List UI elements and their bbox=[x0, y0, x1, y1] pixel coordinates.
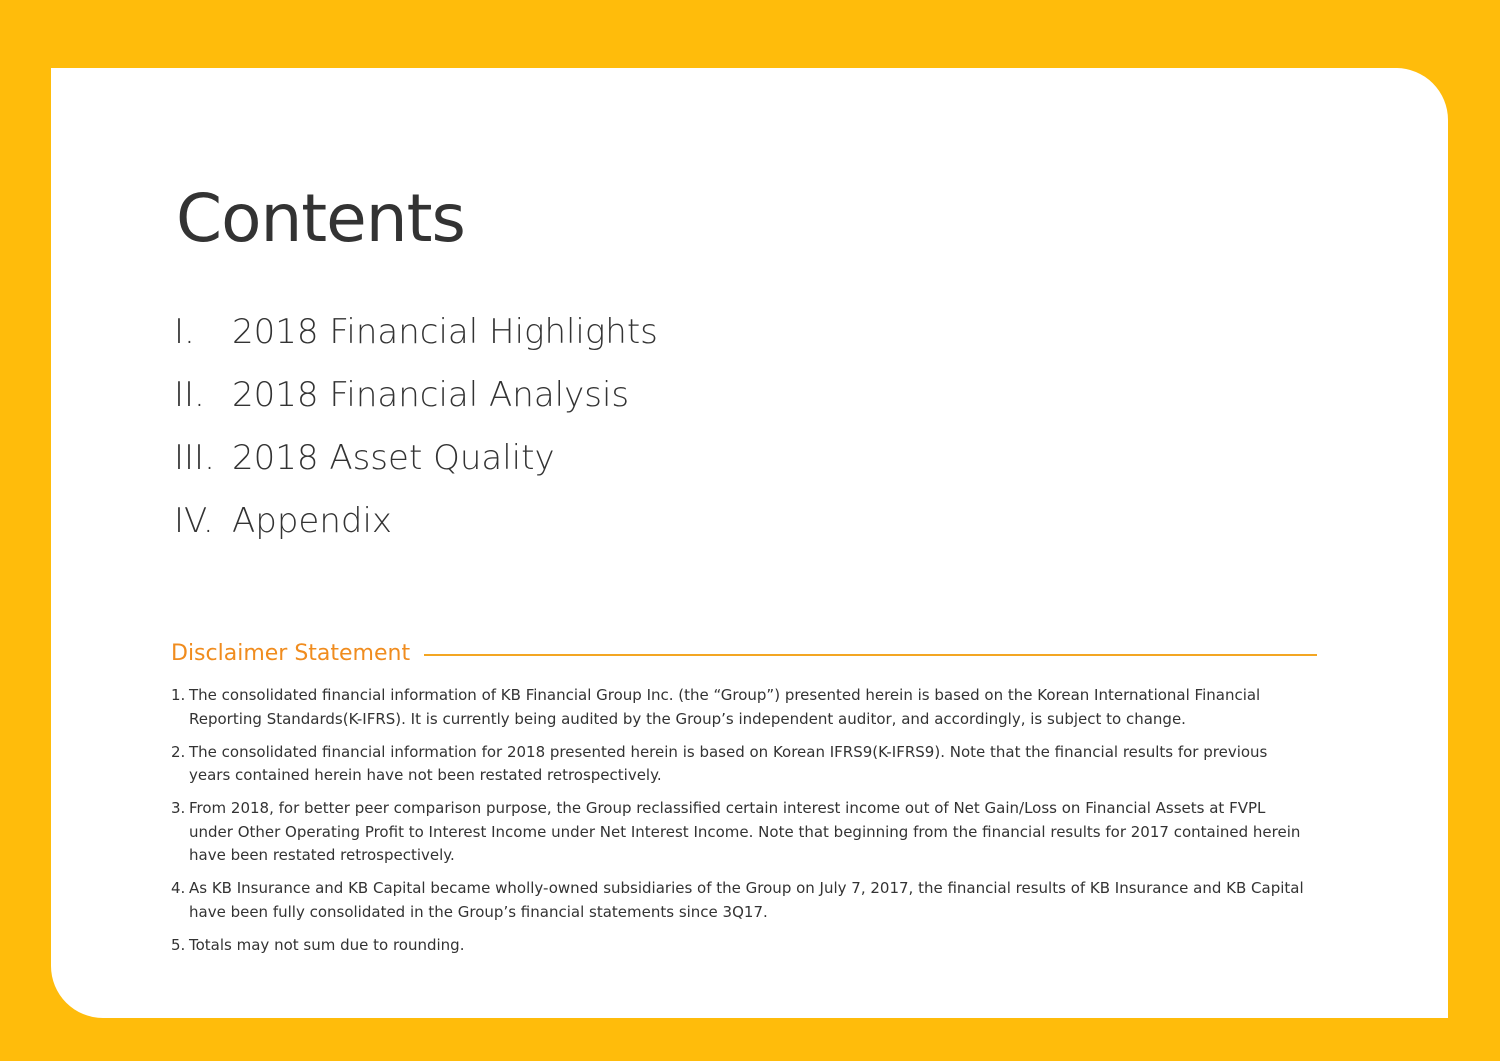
toc-item-number: II. bbox=[174, 375, 205, 415]
note-text: As KB Insurance and KB Capital became wholly-owned subsidiaries of the Group on July 7, 2017, the financial results of KB Insurance and KB Capital have been fully consolidated in the Group’s financial statements since 3Q17. bbox=[189, 879, 1304, 921]
disclaimer-note bbox=[171, 741, 1311, 788]
toc-item[interactable] bbox=[174, 375, 658, 438]
disclaimer-divider bbox=[424, 654, 1317, 656]
disclaimer-notes bbox=[171, 684, 1311, 967]
disclaimer-note bbox=[171, 877, 1311, 924]
disclaimer-title: Disclaimer Statement bbox=[171, 641, 411, 666]
note-text: The consolidated financial information of KB Financial Group Inc. (the “Group”) presented herein is based on the Korean International Financial Reporting Standards(K-IFRS). It is currently being audited by the Group’s independent auditor, and accordingly, is subject to change. bbox=[189, 686, 1261, 728]
disclaimer-note bbox=[171, 934, 1311, 958]
table-of-contents bbox=[174, 312, 658, 564]
disclaimer-note bbox=[171, 684, 1311, 731]
disclaimer-header bbox=[171, 641, 1317, 666]
note-text: Totals may not sum due to rounding. bbox=[189, 935, 465, 954]
page-title: Contents bbox=[176, 180, 465, 257]
note-number: 2. bbox=[171, 742, 186, 761]
toc-item[interactable] bbox=[174, 312, 658, 375]
note-text: From 2018, for better peer comparison purpose, the Group reclassified certain interest income out of Net Gain/Loss on Financial Assets at FVPL under Other Operating Profit to Interest Income under Net Interest Income. Note that beginning from the financial results for 2017 contained herein have been restated retrospectively. bbox=[189, 799, 1301, 864]
toc-item-label: Appendix bbox=[232, 501, 393, 541]
content-card bbox=[51, 68, 1448, 1018]
toc-item-number: I. bbox=[174, 312, 195, 352]
note-number: 3. bbox=[171, 799, 186, 817]
toc-item[interactable] bbox=[174, 438, 658, 501]
toc-item-label: 2018 Financial Highlights bbox=[232, 312, 658, 352]
toc-item-label: 2018 Asset Quality bbox=[232, 438, 555, 478]
note-number: 4. bbox=[171, 879, 186, 897]
toc-item-number: IV. bbox=[174, 501, 214, 541]
toc-item-label: 2018 Financial Analysis bbox=[232, 375, 630, 415]
toc-item-number: III. bbox=[174, 438, 215, 478]
note-number: 5. bbox=[171, 935, 186, 954]
toc-item[interactable] bbox=[174, 501, 658, 564]
note-number: 1. bbox=[171, 686, 186, 704]
disclaimer-note bbox=[171, 797, 1311, 868]
note-text: The consolidated financial information for 2018 presented herein is based on Korean IFRS9(K-IFRS9). Note that the financial results for previous years contained herein have not been restated retrospectively. bbox=[189, 742, 1268, 784]
